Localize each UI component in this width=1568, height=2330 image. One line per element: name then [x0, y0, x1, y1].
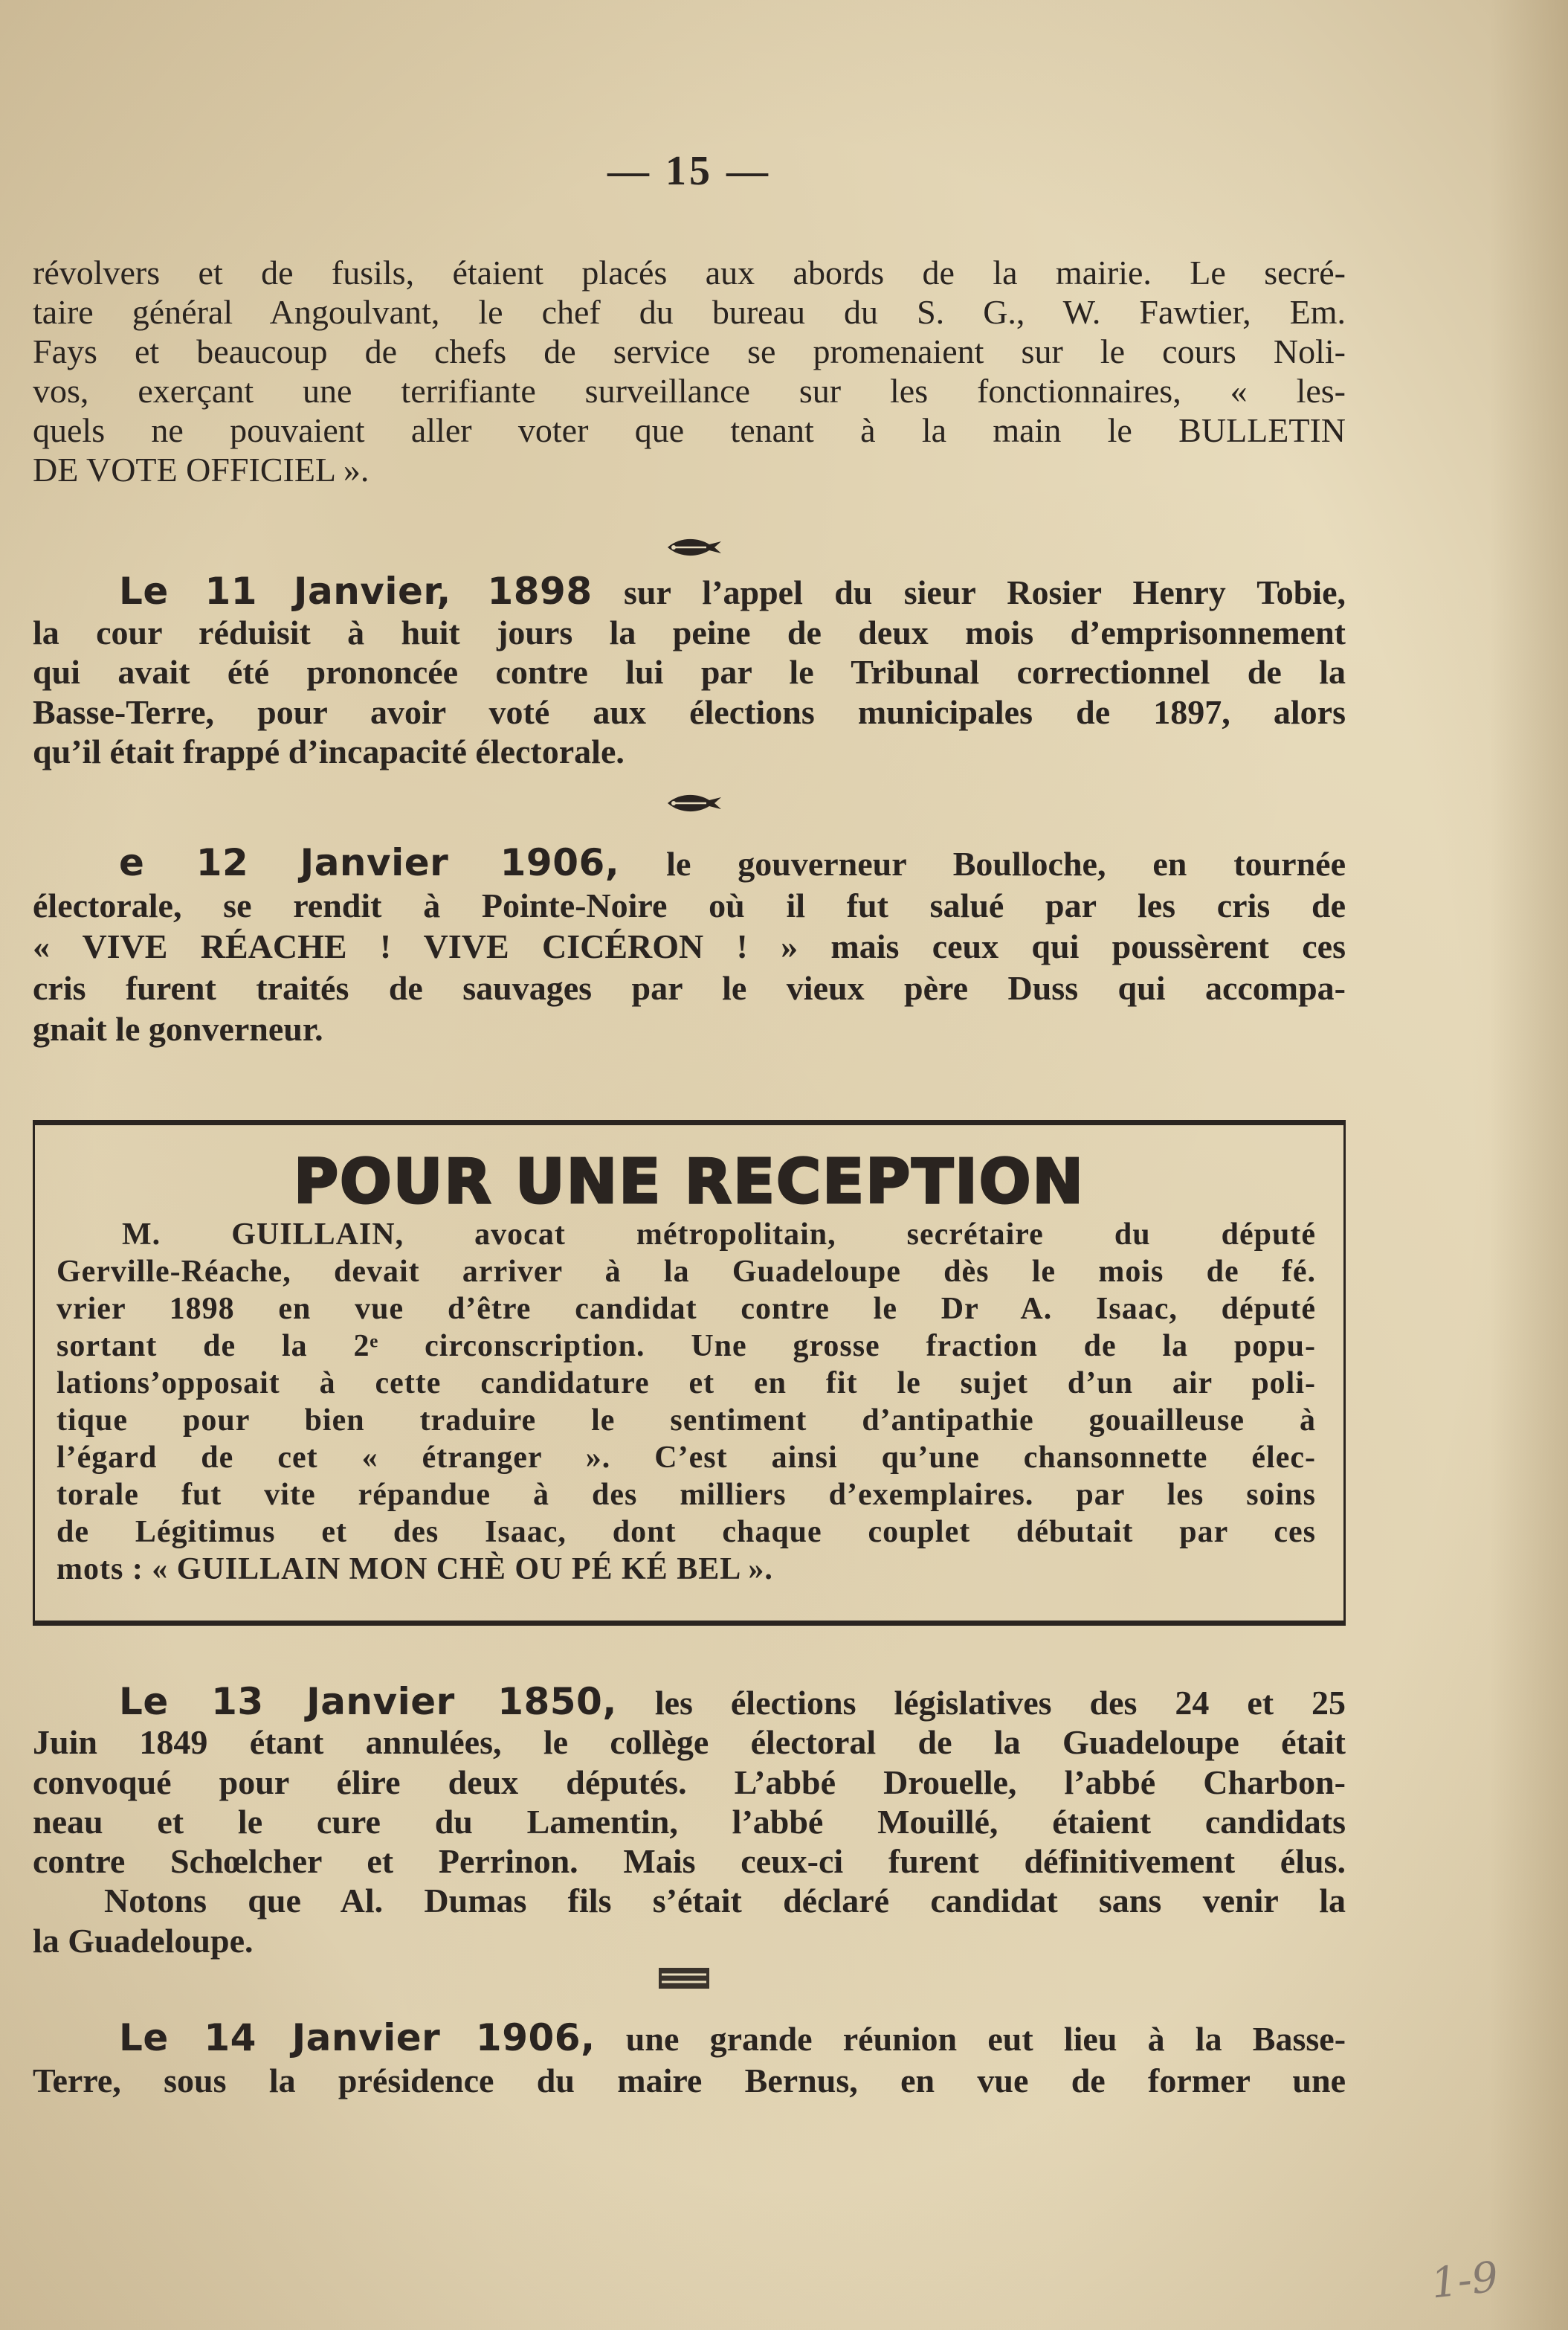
text-line: tique pour bien traduire le sentiment d’antipathie gouailleuse à: [57, 1403, 1316, 1438]
entry-text: sur l’appel du sieur Rosier Henry Tobie,: [623, 573, 1346, 611]
text-line: M. GUILLAIN, avocat métropolitain, secrétaire du député: [122, 1217, 1316, 1252]
page-number: — 15 —: [607, 148, 771, 194]
text-line: contre Schœlcher et Perrinon. Mais ceux-ci furent définitivement élus.: [33, 1842, 1346, 1881]
box-body: [57, 1216, 1316, 1588]
rule-block-icon: [657, 1963, 711, 1993]
boxed-insert: [33, 1120, 1346, 1626]
entry-first-line: [33, 2018, 1346, 2060]
text-line: gnait le gonverneur.: [33, 1010, 323, 1048]
entry-first-line: [33, 573, 1346, 613]
text-line: Gerville-Réache, devait arriver à la Guadeloupe dès le mois de fé.: [57, 1255, 1316, 1289]
text-line: de Légitimus et des Isaac, dont chaque couplet débutait par ces: [57, 1515, 1316, 1549]
fleuron-icon: [665, 790, 724, 817]
text-line: quels ne pouvaient aller voter que tenant à la main le BULLETIN: [33, 411, 1346, 449]
entry-date: Le 13 Janvier 1850,: [119, 1683, 617, 1723]
text-line: torale fut vite répandue à des milliers d’exemplaires. par les soins: [57, 1478, 1316, 1512]
box-title: POUR UNE RECEPTION: [293, 1147, 1085, 1217]
entry-14-janvier: [33, 2018, 1346, 2102]
text-line: Juin 1849 étant annulées, le collège électoral de la Guadeloupe était: [33, 1723, 1346, 1762]
text-line: l’égard de cet « étranger ». C’est ainsi qu’une chansonnette élec-: [57, 1441, 1316, 1475]
fleuron-icon: [665, 534, 724, 561]
handwritten-page-note: 1-9: [1428, 2253, 1501, 2308]
text-line: sortant de la 2ᵉ circonscription. Une grosse fraction de la popu-: [57, 1329, 1316, 1363]
text-line: neau et le cure du Lamentin, l’abbé Mouillé, étaient candidats: [33, 1802, 1346, 1841]
text-line: mots : « GUILLAIN MON CHÈ OU PÉ KÉ BEL ».: [57, 1552, 773, 1586]
entry-date: Le 14 Janvier 1906,: [119, 2018, 596, 2059]
entry-date: Le 11 Janvier, 1898: [119, 573, 593, 613]
text-line: « VIVE RÉACHE ! VIVE CICÉRON ! » mais ceux qui poussèrent ces: [33, 927, 1346, 965]
entry-text: les élections législatives des 24 et 25: [654, 1684, 1346, 1722]
text-line: Fays et beaucoup de chefs de service se promenaient sur le cours Noli-: [33, 332, 1346, 370]
text-line: cris furent traités de sauvages par le vieux père Duss qui accompa-: [33, 968, 1346, 1007]
text-line: qui avait été prononcée contre lui par le Tribunal correctionnel de la: [33, 653, 1346, 691]
text-line: taire général Angoulvant, le chef du bureau du S. G., W. Fawtier, Em.: [33, 293, 1346, 331]
text-line: la Guadeloupe.: [33, 1921, 254, 1960]
text-line: lations’opposait à cette candidature et en fit le sujet d’un air poli-: [57, 1366, 1316, 1400]
entry-11-janvier: [33, 573, 1346, 772]
text-line: vrier 1898 en vue d’être candidat contre le Dr A. Isaac, député: [57, 1292, 1316, 1326]
text-line: Notons que Al. Dumas fils s’était déclaré candidat sans venir la: [104, 1882, 1346, 1920]
entry-text: le gouverneur Boulloche, en tournée: [666, 845, 1346, 883]
paragraph-continuation: [33, 253, 1346, 489]
text-line: la cour réduisit à huit jours la peine de deux mois d’emprisonnement: [33, 613, 1346, 651]
entry-first-line: [33, 1683, 1346, 1722]
text-line: électorale, se rendit à Pointe-Noire où il fut salué par les cris de: [33, 886, 1346, 924]
text-line: DE VOTE OFFICIEL ».: [33, 451, 370, 489]
text-line: Basse-Terre, pour avoir voté aux élections municipales de 1897, alors: [33, 692, 1346, 731]
entry-12-janvier: [33, 843, 1346, 1050]
entry-date: e 12 Janvier 1906,: [119, 843, 620, 884]
entry-text: une grande réunion eut lieu à la Basse-: [625, 2020, 1346, 2058]
text-line: qu’il était frappé d’incapacité électorale.: [33, 733, 625, 770]
text-line: vos, exerçant une terrifiante surveillance sur les fonctionnaires, « les-: [33, 372, 1346, 410]
text-line: révolvers et de fusils, étaient placés aux abords de la mairie. Le secré-: [33, 254, 1346, 292]
text-line: Terre, sous la présidence du maire Bernus, en vue de former une: [33, 2062, 1346, 2099]
entry-13-janvier: [33, 1683, 1346, 1960]
entry-first-line: [33, 843, 1346, 885]
text-line: convoqué pour élire deux députés. L’abbé Drouelle, l’abbé Charbon-: [33, 1763, 1346, 1801]
